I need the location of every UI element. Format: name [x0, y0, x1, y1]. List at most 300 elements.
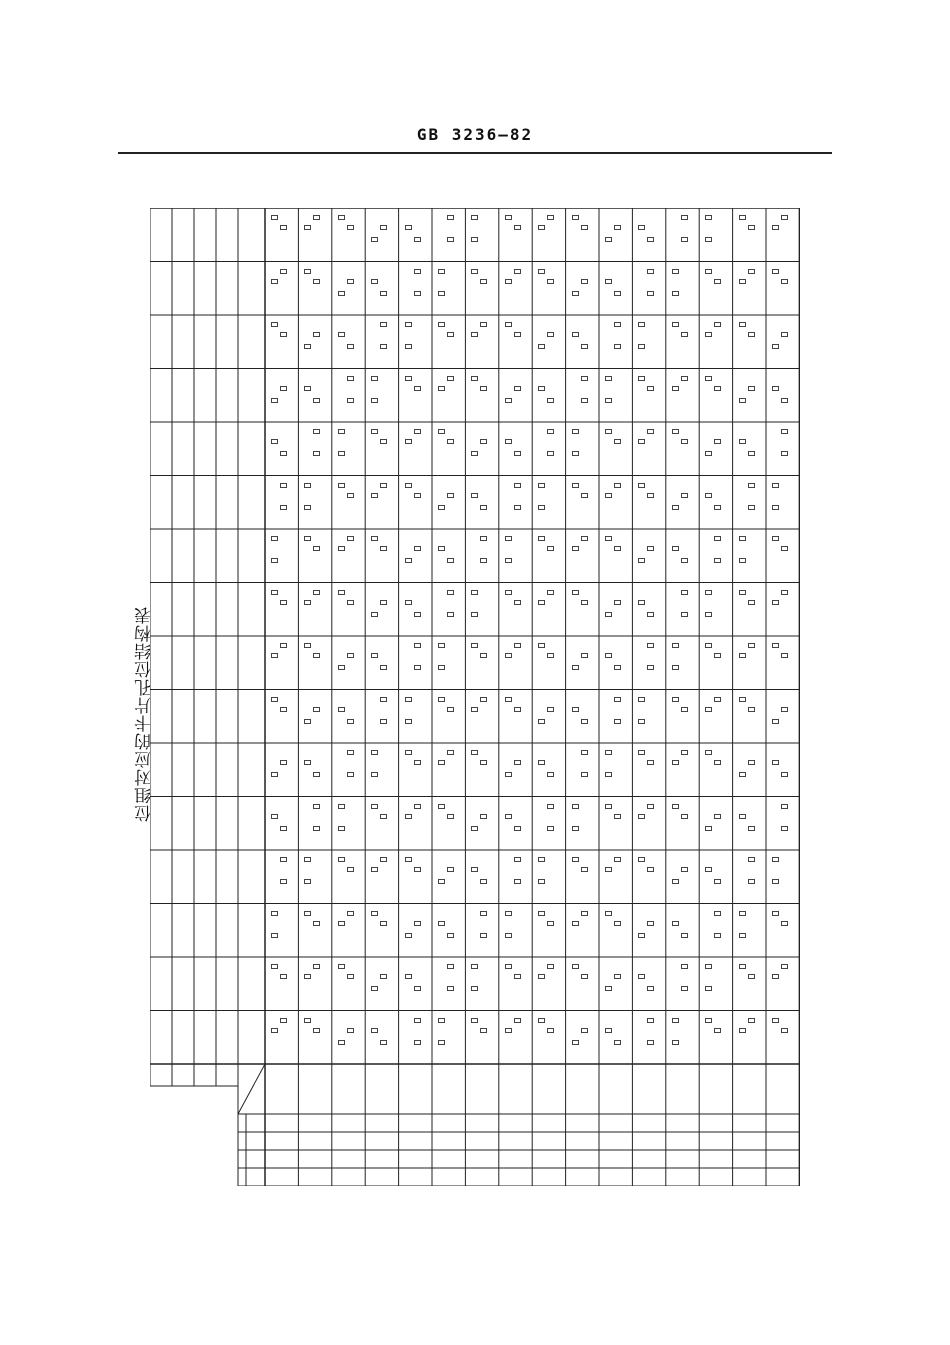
punch-hole-icon — [271, 653, 278, 658]
punch-hole-icon — [705, 1018, 712, 1023]
punch-hole-icon — [414, 291, 421, 296]
punch-hole-icon — [271, 439, 278, 444]
card-cell — [500, 691, 531, 743]
card-cell — [667, 1012, 698, 1064]
card-cell — [667, 263, 698, 315]
punch-hole-icon — [547, 804, 554, 809]
punch-hole-icon — [647, 986, 654, 991]
card-cell — [667, 691, 698, 743]
card-cell — [299, 530, 330, 582]
card-cell — [533, 370, 564, 422]
card-cell — [734, 1012, 765, 1064]
punch-hole-icon — [304, 760, 311, 765]
punch-hole-icon — [681, 215, 688, 220]
punch-hole-icon — [772, 344, 779, 349]
col-bit-b2-5 — [432, 1134, 465, 1150]
card-cell — [667, 209, 698, 261]
punch-hole-icon — [505, 933, 512, 938]
punch-hole-icon — [338, 215, 345, 220]
row-bit-02-b8 — [152, 910, 170, 926]
row-bit-11-b7 — [174, 428, 192, 444]
row-bit-06-b6 — [196, 696, 214, 712]
col-bit-b4-13 — [699, 1170, 732, 1186]
punch-hole-icon — [772, 911, 779, 916]
punch-hole-icon — [338, 483, 345, 488]
punch-hole-icon — [781, 590, 788, 595]
punch-hole-icon — [304, 911, 311, 916]
bit-label-b8 — [152, 1068, 170, 1082]
row-label-01 — [242, 969, 262, 999]
row-bit-02-b7 — [174, 910, 192, 926]
punch-hole-icon — [547, 964, 554, 969]
card-cell — [333, 958, 364, 1010]
punch-hole-icon — [405, 558, 412, 563]
punch-hole-icon — [514, 826, 521, 831]
row-bit-06-b8 — [152, 696, 170, 712]
row-bit-05-b6 — [196, 749, 214, 765]
punch-hole-icon — [447, 493, 454, 498]
punch-hole-icon — [605, 612, 612, 617]
punch-hole-icon — [705, 215, 712, 220]
punch-hole-icon — [705, 750, 712, 755]
punch-hole-icon — [681, 612, 688, 617]
punch-hole-icon — [672, 505, 679, 510]
punch-hole-icon — [405, 933, 412, 938]
punch-hole-icon — [547, 279, 554, 284]
punch-hole-icon — [280, 600, 287, 605]
punch-hole-icon — [405, 857, 412, 862]
punch-hole-icon — [371, 237, 378, 242]
punch-hole-icon — [313, 804, 320, 809]
row-label-11 — [242, 434, 262, 464]
card-cell — [567, 209, 598, 261]
punch-hole-icon — [714, 760, 721, 765]
card-cell — [700, 477, 731, 529]
punch-hole-icon — [605, 804, 612, 809]
punch-hole-icon — [414, 665, 421, 670]
card-cell — [600, 1012, 631, 1064]
punch-hole-icon — [714, 1028, 721, 1033]
punch-hole-icon — [781, 804, 788, 809]
card-cell — [500, 370, 531, 422]
col-bit-b1-2 — [332, 1116, 365, 1132]
row-bit-11-b8 — [152, 428, 170, 444]
punch-hole-icon — [705, 707, 712, 712]
col-bit-b1-0 — [265, 1116, 298, 1132]
punch-hole-icon — [304, 1018, 311, 1023]
punch-hole-icon — [447, 933, 454, 938]
punch-hole-icon — [514, 269, 521, 274]
card-cell — [767, 316, 798, 368]
punch-hole-icon — [781, 1028, 788, 1033]
card-cell — [533, 958, 564, 1010]
punch-hole-icon — [605, 237, 612, 242]
card-cell — [600, 263, 631, 315]
card-cell — [567, 423, 598, 475]
punch-hole-icon — [405, 322, 412, 327]
punch-hole-icon — [371, 804, 378, 809]
punch-hole-icon — [380, 344, 387, 349]
punch-hole-icon — [271, 558, 278, 563]
punch-hole-icon — [271, 933, 278, 938]
row-bit-08-b6 — [196, 589, 214, 605]
punch-hole-icon — [414, 386, 421, 391]
card-cell — [400, 423, 431, 475]
punch-hole-icon — [647, 291, 654, 296]
card-cell — [366, 477, 397, 529]
punch-hole-icon — [739, 215, 746, 220]
corner-label-col — [244, 1068, 258, 1082]
col-bit-b1-8 — [532, 1116, 565, 1132]
card-cell — [266, 851, 297, 903]
card-cell — [667, 958, 698, 1010]
card-cell — [700, 958, 731, 1010]
row-bit-01-b8 — [152, 963, 170, 979]
punch-hole-icon — [638, 697, 645, 702]
card-cell — [299, 744, 330, 796]
card-cell — [400, 584, 431, 636]
card-cell — [500, 905, 531, 957]
punch-hole-icon — [414, 237, 421, 242]
punch-hole-icon — [347, 398, 354, 403]
punch-hole-icon — [672, 643, 679, 648]
punch-hole-icon — [572, 451, 579, 456]
punch-hole-icon — [304, 483, 311, 488]
punch-hole-icon — [705, 826, 712, 831]
card-cell — [466, 316, 497, 368]
punch-hole-icon — [480, 814, 487, 819]
punch-hole-icon — [414, 1018, 421, 1023]
punch-hole-icon — [781, 332, 788, 337]
card-cell — [400, 798, 431, 850]
card-cell — [700, 744, 731, 796]
col-bit-b1-1 — [298, 1116, 331, 1132]
card-cell — [600, 958, 631, 1010]
card-cell — [266, 530, 297, 582]
card-cell — [533, 691, 564, 743]
punch-hole-icon — [581, 750, 588, 755]
col-bit-b3-3 — [365, 1152, 398, 1168]
card-cell — [400, 905, 431, 957]
card-cell — [299, 263, 330, 315]
punch-hole-icon — [605, 911, 612, 916]
card-cell — [266, 209, 297, 261]
punch-hole-icon — [614, 857, 621, 862]
row-bit-05-b5 — [218, 749, 236, 765]
card-cell — [433, 905, 464, 957]
punch-hole-icon — [647, 867, 654, 872]
punch-hole-icon — [572, 707, 579, 712]
punch-hole-icon — [672, 879, 679, 884]
punch-hole-icon — [748, 879, 755, 884]
punch-hole-icon — [781, 921, 788, 926]
card-cell — [466, 423, 497, 475]
card-cell — [500, 744, 531, 796]
punch-hole-icon — [447, 439, 454, 444]
column-header-1 — [298, 1078, 331, 1100]
punch-hole-icon — [480, 933, 487, 938]
punch-hole-icon — [447, 376, 454, 381]
punch-hole-icon — [739, 772, 746, 777]
col-bit-b4-2 — [332, 1170, 365, 1186]
punch-hole-icon — [739, 590, 746, 595]
punch-hole-icon — [748, 225, 755, 230]
card-cell — [266, 958, 297, 1010]
card-cell — [567, 691, 598, 743]
punch-hole-icon — [447, 332, 454, 337]
col-bit-b4-10 — [599, 1170, 632, 1186]
page-header: GB 3236—82 — [416, 125, 534, 144]
punch-hole-icon — [681, 814, 688, 819]
punch-hole-icon — [748, 269, 755, 274]
col-bit-b4-1 — [298, 1170, 331, 1186]
punch-hole-icon — [505, 653, 512, 658]
punch-hole-icon — [313, 429, 320, 434]
punch-hole-icon — [514, 386, 521, 391]
punch-hole-icon — [347, 911, 354, 916]
punch-hole-icon — [614, 344, 621, 349]
card-cell — [466, 798, 497, 850]
punch-hole-icon — [681, 590, 688, 595]
punch-hole-icon — [414, 546, 421, 551]
punch-hole-icon — [438, 760, 445, 765]
card-cell — [400, 851, 431, 903]
card-cell — [767, 691, 798, 743]
card-cell — [700, 316, 731, 368]
card-cell — [700, 263, 731, 315]
row-label-03 — [242, 862, 262, 892]
punch-hole-icon — [514, 857, 521, 862]
card-cell — [667, 637, 698, 689]
card-cell — [433, 477, 464, 529]
punch-hole-icon — [547, 332, 554, 337]
card-cell — [767, 744, 798, 796]
col-bit-b3-4 — [399, 1152, 432, 1168]
punch-hole-icon — [405, 974, 412, 979]
row-bit-05-b8 — [152, 749, 170, 765]
card-cell — [500, 958, 531, 1010]
card-cell — [466, 637, 497, 689]
punch-hole-icon — [514, 1018, 521, 1023]
card-cell — [500, 263, 531, 315]
punch-hole-icon — [614, 483, 621, 488]
card-cell — [333, 744, 364, 796]
punch-hole-icon — [405, 376, 412, 381]
punch-hole-icon — [605, 986, 612, 991]
punch-hole-icon — [614, 974, 621, 979]
punch-hole-icon — [371, 986, 378, 991]
row-bit-08-b7 — [174, 589, 192, 605]
punch-hole-icon — [505, 772, 512, 777]
punch-hole-icon — [605, 536, 612, 541]
row-bit-08-b8 — [152, 589, 170, 605]
punch-hole-icon — [380, 546, 387, 551]
card-cell — [433, 1012, 464, 1064]
punch-hole-icon — [538, 643, 545, 648]
row-bit-09-b7 — [174, 535, 192, 551]
card-cell — [299, 958, 330, 1010]
punch-hole-icon — [739, 653, 746, 658]
card-cell — [567, 744, 598, 796]
punch-hole-icon — [748, 505, 755, 510]
card-cell — [333, 263, 364, 315]
punch-hole-icon — [748, 386, 755, 391]
punch-hole-icon — [471, 750, 478, 755]
punch-hole-icon — [647, 921, 654, 926]
punch-hole-icon — [313, 1028, 320, 1033]
card-cell — [633, 263, 664, 315]
col-bit-b3-0 — [265, 1152, 298, 1168]
card-cell — [767, 584, 798, 636]
punch-hole-icon — [313, 332, 320, 337]
card-cell — [767, 209, 798, 261]
punch-hole-icon — [414, 921, 421, 926]
punch-hole-icon — [280, 857, 287, 862]
card-cell — [466, 1012, 497, 1064]
punch-hole-icon — [471, 237, 478, 242]
punch-hole-icon — [681, 707, 688, 712]
col-bit-b1-15 — [766, 1116, 799, 1132]
card-cell — [466, 209, 497, 261]
punch-hole-icon — [538, 879, 545, 884]
punch-hole-icon — [739, 322, 746, 327]
punch-hole-icon — [605, 867, 612, 872]
card-cell — [533, 798, 564, 850]
card-cell — [734, 905, 765, 957]
punch-hole-icon — [380, 857, 387, 862]
punch-hole-icon — [672, 1018, 679, 1023]
card-cell — [600, 851, 631, 903]
card-cell — [366, 637, 397, 689]
column-header-2 — [332, 1078, 365, 1100]
punch-hole-icon — [271, 697, 278, 702]
card-cell — [734, 530, 765, 582]
punch-hole-icon — [505, 697, 512, 702]
punch-hole-icon — [572, 921, 579, 926]
punch-hole-icon — [271, 964, 278, 969]
punch-hole-icon — [414, 1040, 421, 1045]
col-bit-b1-4 — [399, 1116, 432, 1132]
punch-hole-icon — [748, 707, 755, 712]
punch-hole-icon — [438, 697, 445, 702]
card-cell — [299, 209, 330, 261]
column-header-11 — [632, 1070, 665, 1110]
punch-hole-icon — [505, 1028, 512, 1033]
card-cell — [333, 477, 364, 529]
card-cell — [633, 316, 664, 368]
card-cell — [366, 691, 397, 743]
punch-hole-icon — [638, 857, 645, 862]
punch-hole-icon — [380, 665, 387, 670]
row-bit-00-b8 — [152, 1017, 170, 1033]
card-cell — [667, 530, 698, 582]
punch-hole-icon — [347, 1028, 354, 1033]
punch-hole-icon — [739, 911, 746, 916]
card-cell — [700, 530, 731, 582]
col-bit-b1-14 — [733, 1116, 766, 1132]
card-cell — [567, 905, 598, 957]
punch-hole-icon — [572, 332, 579, 337]
column-header-0 — [265, 1078, 298, 1100]
punch-hole-icon — [672, 804, 679, 809]
card-cell — [333, 370, 364, 422]
card-cell — [400, 209, 431, 261]
punch-hole-icon — [538, 1018, 545, 1023]
punch-hole-icon — [280, 505, 287, 510]
row-bit-11-b6 — [196, 428, 214, 444]
card-cell — [466, 691, 497, 743]
card-cell — [466, 584, 497, 636]
row-label-13 — [242, 327, 262, 357]
row-bit-11-b5 — [218, 428, 236, 444]
punch-hole-icon — [271, 1028, 278, 1033]
card-cell — [299, 423, 330, 475]
punch-hole-icon — [471, 1018, 478, 1023]
punch-hole-icon — [347, 279, 354, 284]
punch-hole-icon — [338, 332, 345, 337]
punch-hole-icon — [572, 590, 579, 595]
punch-hole-icon — [313, 826, 320, 831]
punch-hole-icon — [614, 697, 621, 702]
punch-hole-icon — [414, 643, 421, 648]
punch-hole-icon — [714, 322, 721, 327]
punch-hole-icon — [547, 1028, 554, 1033]
card-cell — [433, 209, 464, 261]
col-bit-b4-12 — [666, 1170, 699, 1186]
punch-hole-icon — [313, 653, 320, 658]
column-header-14 — [733, 1070, 766, 1110]
card-cell — [299, 584, 330, 636]
card-cell — [333, 851, 364, 903]
card-cell — [667, 477, 698, 529]
card-cell — [433, 423, 464, 475]
punch-hole-icon — [647, 665, 654, 670]
punch-hole-icon — [480, 653, 487, 658]
punch-hole-icon — [347, 225, 354, 230]
punch-hole-icon — [781, 826, 788, 831]
punch-hole-icon — [471, 269, 478, 274]
punch-hole-icon — [538, 911, 545, 916]
card-cell — [533, 1012, 564, 1064]
punch-hole-icon — [347, 653, 354, 658]
punch-hole-icon — [538, 344, 545, 349]
punch-hole-icon — [772, 760, 779, 765]
card-cell — [533, 530, 564, 582]
punch-hole-icon — [514, 483, 521, 488]
card-cell — [567, 1012, 598, 1064]
punch-hole-icon — [380, 439, 387, 444]
punch-hole-icon — [714, 697, 721, 702]
col-bit-b3-10 — [599, 1152, 632, 1168]
card-cell — [600, 530, 631, 582]
punch-hole-icon — [338, 804, 345, 809]
card-cell — [633, 851, 664, 903]
punch-hole-icon — [538, 505, 545, 510]
punch-hole-icon — [581, 600, 588, 605]
card-cell — [333, 316, 364, 368]
punch-hole-icon — [748, 857, 755, 862]
punch-hole-icon — [614, 665, 621, 670]
row-label-12 — [242, 380, 262, 410]
punch-hole-icon — [414, 493, 421, 498]
card-cell — [433, 584, 464, 636]
punch-hole-icon — [505, 279, 512, 284]
card-cell — [500, 316, 531, 368]
punch-hole-icon — [514, 225, 521, 230]
col-bit-b2-3 — [365, 1134, 398, 1150]
card-cell — [700, 370, 731, 422]
punch-hole-icon — [748, 600, 755, 605]
